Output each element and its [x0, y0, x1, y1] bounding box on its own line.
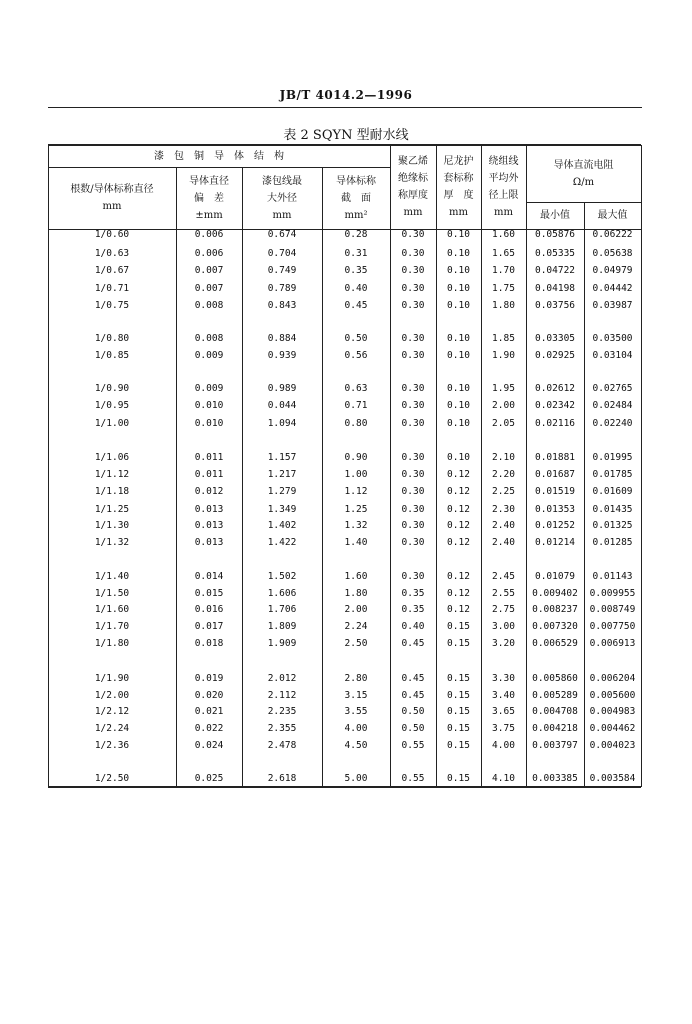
resistance-header: [526, 145, 641, 202]
column-header-line: ±mm: [195, 209, 223, 221]
resistance-max-header: [584, 202, 641, 229]
row-label: 1/1.50: [94, 588, 130, 599]
table-cell: 0.15: [447, 673, 470, 684]
table-cell: 2.478: [267, 740, 297, 751]
table-cell: 2.30: [492, 504, 515, 515]
table-cell: 0.30: [401, 504, 425, 515]
row-label: 1/1.18: [94, 486, 130, 497]
table-cell: 0.009955: [589, 588, 636, 599]
table-cell: 0.63: [344, 383, 368, 394]
table-cell: 0.007320: [532, 621, 578, 632]
table-cell: 3.55: [344, 706, 368, 717]
resistance-min-header: [526, 202, 584, 229]
table-cell: 0.01881: [534, 452, 576, 463]
column-header-line: 聚乙烯: [398, 156, 428, 167]
table-cell: 4.10: [492, 773, 515, 784]
column-header-line: 径上限: [488, 190, 519, 201]
column-header: [242, 167, 322, 229]
table-cell: 0.01435: [592, 504, 633, 515]
table-cell: 0.30: [401, 418, 425, 429]
table-cell: 0.01252: [534, 520, 576, 531]
table-side-border: [641, 145, 642, 787]
row-label: 1/1.12: [94, 469, 130, 480]
table-cell: 0.15: [447, 773, 470, 784]
table-cell: 0.40: [344, 283, 368, 294]
table-cell: 1.70: [492, 265, 515, 276]
table-cell: 0.749: [267, 265, 297, 276]
table-cell: 0.003584: [589, 773, 636, 784]
table-cell: 2.00: [344, 604, 368, 615]
table-cell: 0.12: [447, 588, 470, 599]
table-cell: 1.349: [267, 504, 297, 515]
table-cell: 0.05876: [534, 229, 576, 240]
table-cell: 0.02484: [592, 400, 633, 411]
table-cell: 0.009402: [532, 588, 578, 599]
table-cell: 0.011: [194, 469, 224, 480]
table-cell: 0.12: [447, 469, 470, 480]
table-cell: 1.75: [492, 283, 515, 294]
table-cell: 0.10: [447, 248, 470, 259]
table-bottom-border: [48, 786, 641, 788]
table-cell: 0.45: [401, 638, 425, 649]
table-cell: 0.35: [401, 588, 425, 599]
table-cell: 0.009: [194, 383, 224, 394]
table-cell: 0.55: [401, 740, 425, 751]
table-cell: 3.40: [492, 690, 515, 701]
table-cell: 2.012: [267, 673, 297, 684]
column-header-line: 平均外: [488, 173, 519, 184]
table-cell: 0.006: [194, 248, 224, 259]
row-label: 1/0.85: [94, 350, 130, 361]
table-cell: 0.30: [401, 469, 425, 480]
table-cell: 0.30: [401, 248, 425, 259]
table-cell: 1.80: [492, 300, 515, 311]
table-cell: 0.010: [194, 400, 224, 411]
table-cell: 0.007750: [589, 621, 636, 632]
table-cell: 0.12: [447, 537, 470, 548]
table-cell: 1.32: [344, 520, 368, 531]
table-cell: 2.05: [492, 418, 515, 429]
row-label: 1/1.70: [94, 621, 130, 632]
table-cell: 0.10: [447, 452, 470, 463]
column-header-line: mm: [403, 207, 423, 218]
table-cell: 0.10: [447, 283, 470, 294]
table-cell: 0.35: [344, 265, 368, 276]
table-cell: 0.025: [194, 773, 224, 784]
table-cell: 0.30: [401, 333, 425, 344]
table-cell: 0.011: [194, 452, 224, 463]
row-label: 1/1.30: [94, 520, 130, 531]
table-cell: 0.008: [194, 300, 224, 311]
table-cell: 0.843: [267, 300, 297, 311]
table-cell: 0.008237: [532, 604, 578, 615]
table-cell: 1.402: [267, 520, 297, 531]
table-cell: 0.004708: [532, 706, 578, 717]
column-header-line: 大外径: [267, 192, 297, 204]
table-cell: 0.45: [401, 690, 425, 701]
table-cell: 0.014: [194, 571, 224, 582]
group-header-line: 漆 包 铜 导 体 结 构: [154, 150, 284, 162]
table-cell: 0.019: [194, 673, 224, 684]
column-header: [48, 167, 176, 229]
table-cell: 0.12: [447, 504, 470, 515]
table-cell: 0.02612: [534, 383, 576, 394]
table-cell: 3.15: [344, 690, 368, 701]
table-cell: 0.50: [401, 706, 425, 717]
table-cell: 0.15: [447, 638, 470, 649]
table-cell: 1.157: [267, 452, 297, 463]
table-cell: 0.010: [194, 418, 224, 429]
row-label: 1/1.80: [94, 638, 130, 649]
column-header-line: 偏 差: [194, 192, 224, 204]
table-cell: 3.20: [492, 638, 515, 649]
table-cell: 1.65: [492, 248, 515, 259]
table-cell: 1.606: [267, 588, 297, 599]
table-cell: 0.003797: [532, 740, 578, 751]
table-cell: 0.02342: [534, 400, 576, 411]
table-cell: 0.674: [267, 229, 297, 240]
table-cell: 1.90: [492, 350, 515, 361]
column-header-line: mm: [494, 207, 513, 218]
table-cell: 0.35: [401, 604, 425, 615]
row-label: 1/1.32: [94, 537, 130, 548]
table-cell: 0.45: [344, 300, 368, 311]
column-header-line: 漆包线最: [262, 175, 302, 187]
table-cell: 0.15: [447, 690, 470, 701]
table-cell: 0.30: [401, 229, 425, 240]
table-cell: 1.95: [492, 383, 515, 394]
table-cell: 0.007: [194, 265, 224, 276]
table-cell: 0.15: [447, 621, 470, 632]
table-cell: 0.30: [401, 571, 425, 582]
table-cell: 0.021: [194, 706, 224, 717]
table-cell: 0.01214: [534, 537, 576, 548]
table-cell: 0.012: [194, 486, 224, 497]
table-cell: 0.01995: [592, 452, 633, 463]
table-cell: 1.25: [344, 504, 368, 515]
table-cell: 0.013: [194, 504, 224, 515]
table-cell: 0.007: [194, 283, 224, 294]
table-cell: 0.789: [267, 283, 297, 294]
table-cell: 5.00: [344, 773, 368, 784]
table-cell: 4.50: [344, 740, 368, 751]
table-cell: 0.020: [194, 690, 224, 701]
table-cell: 0.04722: [534, 265, 576, 276]
table-cell: 1.00: [344, 469, 368, 480]
row-label: 1/0.80: [94, 333, 130, 344]
column-header-line: mm: [102, 201, 122, 212]
column-header-line: 尼龙护: [443, 156, 474, 167]
table-cell: 4.00: [344, 723, 368, 734]
table-cell: 0.005289: [532, 690, 578, 701]
column-header-line: 导体直径: [189, 175, 229, 187]
table-cell: 3.65: [492, 706, 515, 717]
table-cell: 0.12: [447, 520, 470, 531]
table-cell: 0.02240: [592, 418, 633, 429]
table-cell: 0.01325: [592, 520, 633, 531]
header-rule: [48, 107, 642, 108]
table-cell: 2.75: [492, 604, 515, 615]
table-title: 表 2 SQYN 型耐水线: [283, 128, 409, 143]
table-cell: 0.006913: [589, 638, 636, 649]
table-cell: 0.71: [344, 400, 368, 411]
resistance-min-header-line: 最小值: [540, 210, 570, 221]
row-label: 1/0.63: [94, 248, 130, 259]
table-cell: 0.01609: [592, 486, 633, 497]
table-cell: 0.01285: [592, 537, 633, 548]
table-cell: 0.10: [447, 333, 470, 344]
table-cell: 2.45: [492, 571, 515, 582]
table-cell: 0.01519: [534, 486, 576, 497]
table-cell: 0.02765: [592, 383, 633, 394]
row-label: 1/1.00: [94, 418, 130, 429]
table-cell: 1.909: [267, 638, 297, 649]
column-header-line: 根数/导体标称直径: [70, 184, 154, 195]
table-cell: 1.80: [344, 588, 368, 599]
table-cell: 0.31: [344, 248, 368, 259]
row-label: 1/2.36: [94, 740, 130, 751]
table-cell: 3.00: [492, 621, 515, 632]
table-cell: 0.01079: [534, 571, 576, 582]
row-label: 1/2.00: [94, 690, 130, 701]
document-header: JB/T 4014.2—1996: [279, 88, 413, 102]
table-cell: 2.618: [267, 773, 297, 784]
table-cell: 0.003385: [532, 773, 578, 784]
column-header: [322, 167, 390, 229]
resistance-max-header-line: 最大值: [597, 210, 628, 221]
table-cell: 0.04442: [592, 283, 633, 294]
table-cell: 0.01687: [534, 469, 576, 480]
table-cell: 0.01785: [592, 469, 633, 480]
table-cell: 0.12: [447, 571, 470, 582]
table-cell: 2.235: [267, 706, 297, 717]
column-header-line: mm: [272, 209, 292, 221]
table-cell: 0.30: [401, 400, 425, 411]
resistance-header-line: Ω/m: [572, 176, 595, 188]
table-cell: 0.12: [447, 604, 470, 615]
table-cell: 0.50: [344, 333, 368, 344]
table-cell: 2.10: [492, 452, 515, 463]
table-cell: 2.55: [492, 588, 515, 599]
table-cell: 4.00: [492, 740, 515, 751]
table-cell: 0.004462: [589, 723, 636, 734]
row-label: 1/1.90: [94, 673, 130, 684]
row-label: 1/0.90: [94, 383, 130, 394]
table-cell: 0.005600: [589, 690, 636, 701]
table-cell: 0.05638: [592, 248, 633, 259]
column-header-line: 截 面: [341, 192, 371, 204]
table-cell: 0.939: [267, 350, 297, 361]
table-cell: 1.809: [267, 621, 297, 632]
table-cell: 0.30: [401, 537, 425, 548]
column-header: [390, 145, 436, 229]
table-cell: 1.60: [344, 571, 368, 582]
table-cell: 0.15: [447, 740, 470, 751]
table-cell: 2.24: [344, 621, 368, 632]
table-cell: 0.30: [401, 300, 425, 311]
table-cell: 0.015: [194, 588, 224, 599]
table-cell: 0.004983: [589, 706, 636, 717]
table-cell: 0.12: [447, 486, 470, 497]
table-cell: 0.10: [447, 300, 470, 311]
row-label: 1/1.40: [94, 571, 130, 582]
table-cell: 0.04979: [592, 265, 633, 276]
table-cell: 0.15: [447, 723, 470, 734]
table-cell: 0.55: [401, 773, 425, 784]
table-cell: 1.706: [267, 604, 297, 615]
table-cell: 0.02925: [534, 350, 576, 361]
table-cell: 2.40: [492, 537, 515, 548]
column-header-line: 称厚度: [398, 190, 428, 201]
table-cell: 0.15: [447, 706, 470, 717]
table-cell: 0.03756: [534, 300, 576, 311]
table-cell: 0.30: [401, 383, 425, 394]
column-header-line: 厚 度: [443, 190, 474, 201]
table-cell: 0.006204: [589, 673, 636, 684]
table-cell: 0.10: [447, 418, 470, 429]
row-label: 1/0.60: [94, 229, 130, 240]
table-cell: 0.004218: [532, 723, 578, 734]
column-header-line: 绝缘标: [398, 173, 428, 184]
row-label: 1/1.25: [94, 504, 130, 515]
table-cell: 0.30: [401, 520, 425, 531]
table-cell: 2.355: [267, 723, 297, 734]
table-cell: 0.03987: [592, 300, 633, 311]
table-cell: 0.04198: [534, 283, 576, 294]
table-cell: 0.004023: [589, 740, 636, 751]
table-cell: 0.45: [401, 673, 425, 684]
column-header-line: mm²: [344, 209, 368, 221]
table-cell: 0.30: [401, 265, 425, 276]
table-cell: 0.016: [194, 604, 224, 615]
table-cell: 0.80: [344, 418, 368, 429]
table-cell: 0.50: [401, 723, 425, 734]
table-cell: 0.008: [194, 333, 224, 344]
resistance-header-line: 导体直流电阻: [553, 159, 614, 171]
table-cell: 0.008749: [589, 604, 636, 615]
table-cell: 0.10: [447, 350, 470, 361]
table-cell: 1.12: [344, 486, 368, 497]
table-cell: 0.05335: [534, 248, 576, 259]
table-cell: 2.25: [492, 486, 515, 497]
table-cell: 0.01353: [534, 504, 576, 515]
table-cell: 0.013: [194, 537, 224, 548]
column-header-line: 套标称: [443, 173, 474, 184]
table-cell: 1.40: [344, 537, 368, 548]
table-cell: 2.50: [344, 638, 368, 649]
table-cell: 0.40: [401, 621, 425, 632]
table-cell: 1.217: [267, 469, 297, 480]
group-header: [48, 145, 390, 167]
table-cell: 1.85: [492, 333, 515, 344]
table-cell: 0.013: [194, 520, 224, 531]
table-cell: 0.03500: [592, 333, 633, 344]
table-cell: 0.006529: [532, 638, 578, 649]
table-cell: 0.02116: [534, 418, 576, 429]
table-cell: 0.022: [194, 723, 224, 734]
table-cell: 0.30: [401, 486, 425, 497]
table-cell: 0.28: [344, 229, 368, 240]
row-label: 1/2.12: [94, 706, 130, 717]
table-cell: 1.279: [267, 486, 297, 497]
table-cell: 0.10: [447, 400, 470, 411]
table-cell: 3.75: [492, 723, 515, 734]
table-cell: 3.30: [492, 673, 515, 684]
table-cell: 0.10: [447, 229, 470, 240]
column-header-line: 导体标称: [336, 175, 376, 187]
table-cell: 2.20: [492, 469, 515, 480]
row-label: 1/1.60: [94, 604, 130, 615]
column-header: [176, 167, 242, 229]
table-cell: 0.56: [344, 350, 368, 361]
column-header: [436, 145, 481, 229]
row-label: 1/2.24: [94, 723, 130, 734]
column-header-line: 绕组线: [488, 156, 519, 167]
row-label: 1/0.75: [94, 300, 130, 311]
table-cell: 1.502: [267, 571, 297, 582]
table-cell: 0.989: [267, 383, 297, 394]
table-cell: 2.80: [344, 673, 368, 684]
table-cell: 2.00: [492, 400, 515, 411]
table-cell: 0.30: [401, 350, 425, 361]
table-cell: 0.03104: [592, 350, 633, 361]
table-cell: 0.005860: [532, 673, 578, 684]
table-cell: 0.30: [401, 452, 425, 463]
table-cell: 1.094: [267, 418, 297, 429]
row-label: 1/2.50: [94, 773, 130, 784]
table-cell: 0.06222: [592, 229, 633, 240]
table-cell: 0.017: [194, 621, 224, 632]
table-cell: 1.60: [492, 229, 515, 240]
table-cell: 0.03305: [534, 333, 576, 344]
table-cell: 0.044: [267, 400, 297, 411]
table-cell: 0.018: [194, 638, 224, 649]
table-cell: 2.40: [492, 520, 515, 531]
row-label: 1/0.71: [94, 283, 130, 294]
column-header-line: mm: [449, 207, 468, 218]
table-cell: 0.704: [267, 248, 297, 259]
row-label: 1/0.95: [94, 400, 130, 411]
table-cell: 0.30: [401, 283, 425, 294]
row-label: 1/0.67: [94, 265, 130, 276]
table-cell: 0.10: [447, 265, 470, 276]
table-cell: 0.006: [194, 229, 224, 240]
table-cell: 0.024: [194, 740, 224, 751]
table-cell: 2.112: [267, 690, 297, 701]
table-cell: 0.90: [344, 452, 368, 463]
table-cell: 0.10: [447, 383, 470, 394]
table-cell: 0.01143: [592, 571, 633, 582]
row-label: 1/1.06: [94, 452, 130, 463]
table-cell: 1.422: [267, 537, 297, 548]
table-cell: 0.884: [267, 333, 297, 344]
column-header: [481, 145, 526, 229]
table-cell: 0.009: [194, 350, 224, 361]
